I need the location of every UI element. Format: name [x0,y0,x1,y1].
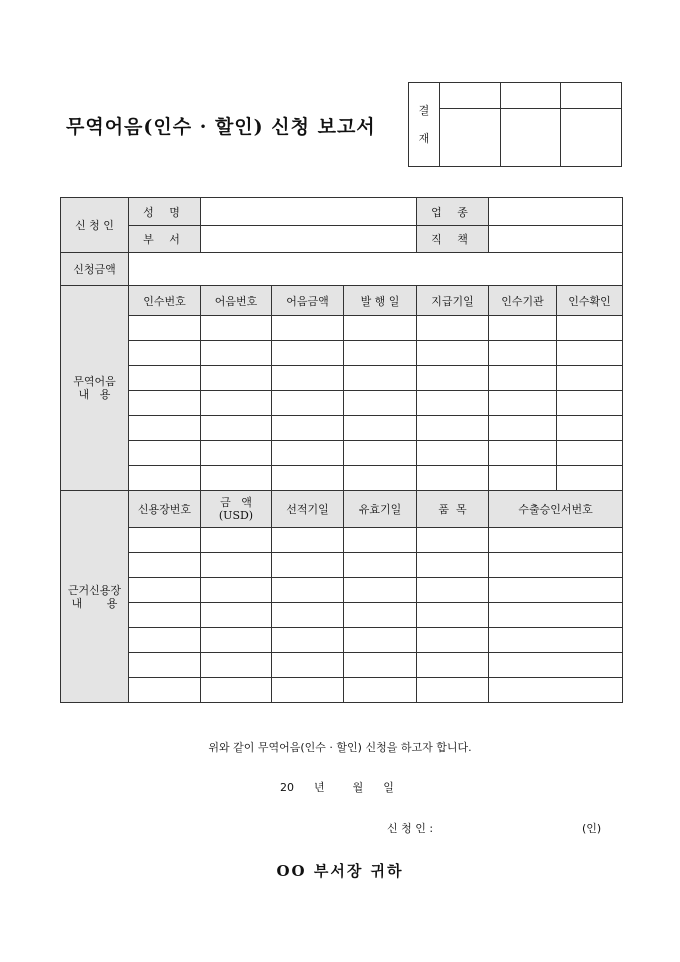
lc-cell[interactable] [201,628,272,653]
bills-cell[interactable] [201,416,272,441]
bills-cell[interactable] [272,366,344,391]
position-field[interactable] [489,226,623,253]
bills-cell[interactable] [344,316,417,341]
lc-cell[interactable] [489,628,623,653]
bills-label-line1: 무역어음 [73,375,116,388]
lc-cell[interactable] [272,553,344,578]
bills-cell[interactable] [201,316,272,341]
approval-header-cell-3 [561,83,622,109]
lc-cell[interactable] [201,678,272,703]
bills-cell[interactable] [129,391,201,416]
lc-header-export-approval-no: 수출승인서번호 [489,491,623,528]
lc-cell[interactable] [417,628,489,653]
department-field[interactable] [201,226,417,253]
approval-header-cell-2 [500,83,561,109]
lc-cell[interactable] [129,678,201,703]
bills-cell[interactable] [557,466,623,491]
bills-cell[interactable] [557,341,623,366]
lc-cell[interactable] [129,528,201,553]
lc-cell[interactable] [417,653,489,678]
bills-cell[interactable] [557,366,623,391]
bills-cell[interactable] [489,341,557,366]
bills-header-confirm: 인수확인 [557,286,623,316]
approval-header-cell-1 [440,83,501,109]
department-label: 부 서 [129,226,201,253]
bills-cell[interactable] [489,316,557,341]
position-label: 직 책 [417,226,489,253]
bills-cell[interactable] [201,441,272,466]
bills-cell[interactable] [344,366,417,391]
bills-cell[interactable] [557,441,623,466]
bills-cell[interactable] [344,441,417,466]
approval-label [409,83,440,167]
bills-cell[interactable] [129,416,201,441]
lc-cell[interactable] [129,553,201,578]
bills-cell[interactable] [489,366,557,391]
lc-cell[interactable] [272,678,344,703]
lc-cell[interactable] [201,528,272,553]
lc-cell[interactable] [489,603,623,628]
lc-cell[interactable] [129,653,201,678]
name-label: 성 명 [129,198,201,226]
lc-cell[interactable] [344,678,417,703]
seal-mark[interactable]: (인) [582,822,602,835]
lc-cell[interactable] [344,653,417,678]
bills-cell[interactable] [417,366,489,391]
lc-cell[interactable] [344,628,417,653]
lc-cell[interactable] [344,603,417,628]
name-field[interactable] [201,198,417,226]
lc-cell[interactable] [417,528,489,553]
bills-cell[interactable] [272,416,344,441]
bills-cell[interactable] [129,441,201,466]
lc-cell[interactable] [344,553,417,578]
approval-label-1: 결 [418,103,430,117]
bills-cell[interactable] [344,391,417,416]
bills-cell[interactable] [557,316,623,341]
document-title: 무역어음(인수 · 할인) 신청 보고서 [66,116,376,138]
approval-sign-cell-3[interactable] [561,109,622,167]
industry-field[interactable] [489,198,623,226]
lc-cell[interactable] [272,578,344,603]
date-line [280,779,414,795]
bills-cell[interactable] [417,441,489,466]
lc-cell[interactable] [489,578,623,603]
recipient-line: OO 부서장 귀하 [276,862,404,880]
bills-cell[interactable] [417,341,489,366]
bills-cell[interactable] [557,416,623,441]
lc-cell[interactable] [129,603,201,628]
bills-header-acceptance-no: 인수번호 [129,286,201,316]
application-form-table [60,197,623,703]
bills-cell[interactable] [129,366,201,391]
lc-header-shipment-date: 선적기일 [272,491,344,528]
bills-cell[interactable] [557,391,623,416]
approval-sign-cell-2[interactable] [500,109,561,167]
bills-header-acceptor: 인수기관 [489,286,557,316]
lc-cell[interactable] [417,578,489,603]
lc-header-expiry-date: 유효기일 [344,491,417,528]
date-year-unit: 년 [314,781,325,794]
lc-header-item: 품 목 [417,491,489,528]
bills-cell[interactable] [201,341,272,366]
bills-cell[interactable] [417,416,489,441]
bills-cell[interactable] [489,391,557,416]
lc-header-lc-no: 신용장번호 [129,491,201,528]
lc-cell[interactable] [129,628,201,653]
date-day-unit: 일 [383,781,394,794]
bills-header-bill-no: 어음번호 [201,286,272,316]
lc-cell[interactable] [344,578,417,603]
lc-cell[interactable] [272,603,344,628]
bills-cell[interactable] [417,466,489,491]
bills-cell[interactable] [417,316,489,341]
bills-cell[interactable] [489,466,557,491]
lc-cell[interactable] [201,603,272,628]
lc-label-line2: 내 용 [71,596,118,610]
lc-cell[interactable] [489,653,623,678]
lc-cell[interactable] [201,653,272,678]
lc-cell[interactable] [201,578,272,603]
bills-cell[interactable] [344,466,417,491]
lc-cell[interactable] [344,528,417,553]
amount-field[interactable] [129,253,623,286]
bills-section-label [61,286,129,491]
statement-text: 위와 같이 무역어음(인수 · 할인) 신청을 하고자 합니다. [208,741,472,754]
bills-cell[interactable] [129,341,201,366]
lc-cell[interactable] [417,678,489,703]
approval-box [408,82,622,167]
bills-header-due-date: 지급기일 [417,286,489,316]
lc-cell[interactable] [417,603,489,628]
bills-header-issue-date: 발 행 일 [344,286,417,316]
bills-label-line2: 내 용 [78,388,111,401]
bills-cell[interactable] [272,316,344,341]
lc-header-amount-label: 금 액 [220,496,252,509]
lc-cell[interactable] [489,528,623,553]
bills-cell[interactable] [201,466,272,491]
bills-cell[interactable] [344,416,417,441]
date-year: 20 [280,781,294,794]
bills-cell[interactable] [489,416,557,441]
lc-label-line1: 근거신용장 [67,583,122,597]
bills-header-bill-amount: 어음금액 [272,286,344,316]
bills-cell[interactable] [272,466,344,491]
lc-header-amount-unit: (USD) [218,509,254,522]
approval-sign-cell-1[interactable] [440,109,501,167]
applicant-signature-label: 신 청 인 : [387,822,434,835]
bills-cell[interactable] [272,341,344,366]
lc-section-label [61,491,129,703]
bills-cell[interactable] [201,366,272,391]
lc-cell[interactable] [489,678,623,703]
lc-cell[interactable] [272,653,344,678]
bills-cell[interactable] [272,441,344,466]
bills-cell[interactable] [417,391,489,416]
lc-cell[interactable] [201,553,272,578]
bills-cell[interactable] [344,341,417,366]
bills-cell[interactable] [489,441,557,466]
bills-cell[interactable] [272,391,344,416]
lc-cell[interactable] [272,528,344,553]
applicant-section-label: 신 청 인 [61,198,129,253]
lc-header-amount [201,491,272,528]
bills-cell[interactable] [129,466,201,491]
date-month-unit: 월 [352,781,364,794]
lc-cell[interactable] [129,578,201,603]
lc-cell[interactable] [272,628,344,653]
approval-label-2: 재 [418,131,430,145]
amount-label: 신청금액 [61,253,129,286]
bills-cell[interactable] [201,391,272,416]
lc-cell[interactable] [417,553,489,578]
bills-cell[interactable] [129,316,201,341]
lc-cell[interactable] [489,553,623,578]
industry-label: 업 종 [417,198,489,226]
